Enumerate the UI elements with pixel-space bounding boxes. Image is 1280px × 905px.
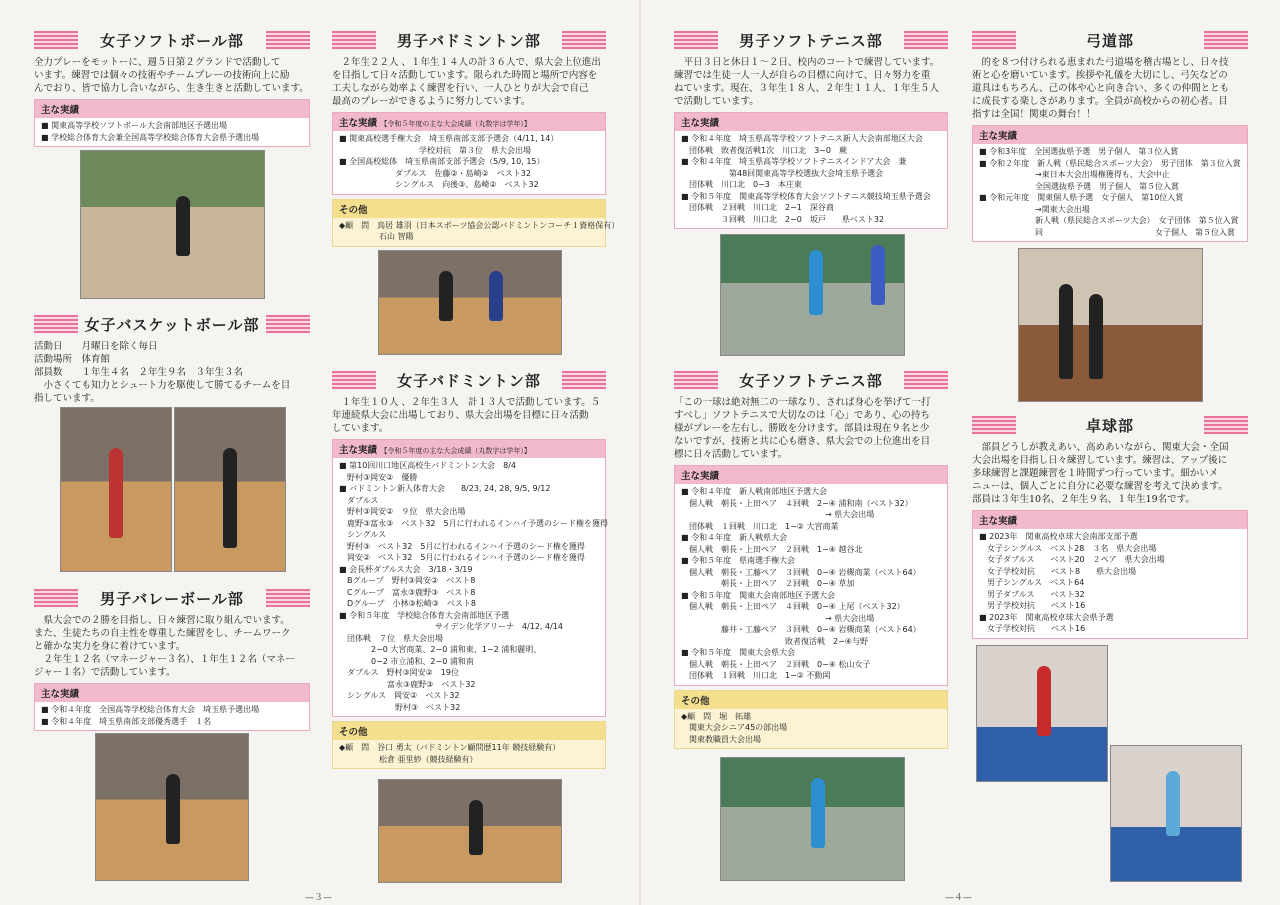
achievement-line: サイデン化学アリーナ 4/12, 4/14 xyxy=(339,622,563,631)
section-title xyxy=(34,586,310,610)
section-title xyxy=(674,368,948,392)
achievement-line: 0−2 市立浦和、2−0 浦和南 xyxy=(339,656,474,666)
achievement-line: ■ 会長杯ダブルス大会 3/18・3/19 xyxy=(339,564,473,574)
achievement-line: 富永③鹿野③ ベスト32 xyxy=(339,679,476,689)
achievement-line: 団体戦 １回戦 川口北 1−② 大宮商業 xyxy=(681,521,839,531)
achievements-box xyxy=(34,99,310,147)
section-title xyxy=(332,368,606,392)
section-womens-badminton xyxy=(332,368,609,769)
achievement-line: 男子ダブルス ベスト32 xyxy=(979,589,1085,599)
section-title xyxy=(972,413,1248,437)
section-basketball xyxy=(34,312,310,405)
achievement-line: ■ 2023年 関東高校卓球大会県予選 xyxy=(979,612,1114,622)
achievements-heading: 主な実績 xyxy=(35,100,309,118)
achievement-line: 藤井・工藤ペア ３回戦 0−④ 岩槻商業（ベスト64） xyxy=(681,625,921,634)
section-title xyxy=(674,28,948,52)
achievement-line: ３回戦 川口北 2−0 坂戸 県ベスト32 xyxy=(681,214,885,224)
achievement-line: → 県大会出場 xyxy=(681,613,875,623)
other-heading: その他 xyxy=(675,691,947,709)
section-kyudo xyxy=(972,28,1248,242)
achievement-line: ■ 令和４年度 新人戦南部地区予選大会 xyxy=(681,487,828,496)
achievement-line: ■ 令和５年度 学校総合体育大会南部地区予選 xyxy=(339,610,510,620)
title-text: 女子ソフトボール部 xyxy=(100,31,244,50)
page-gutter xyxy=(639,0,641,905)
advisor-line: ◆顧 問 鳥居 雄羽（日本スポーツ協会公認バドミントンコーチ１資格保有） xyxy=(339,220,620,230)
achievement-line: 新人戦（県民総合スポーツ大会） 女子団体 第５位入賞 xyxy=(979,216,1239,225)
achievements-box xyxy=(972,510,1248,639)
achievements-box xyxy=(674,465,948,686)
achievement-line: 個人戦 朝長・工藤ペア ３回戦 0−④ 岩槻商業（ベスト64） xyxy=(681,567,921,577)
achievement-line: シングルス 岡安② ベスト32 xyxy=(339,691,460,700)
kyudo-photo xyxy=(1018,248,1203,402)
achievement-line: 団体戦 敗者復活戦1次 川口北 3−0 蕨 xyxy=(681,145,847,155)
achievements-heading: 主な実績 【令和５年度の主な大会成績（丸数字は学年）】 xyxy=(333,113,605,131)
section-title xyxy=(332,28,606,52)
basketball-photo-2 xyxy=(174,407,286,572)
achievement-line: →東日本大会出場権獲得も、大会中止 xyxy=(979,170,1170,179)
title-text: 男子ソフトテニス部 xyxy=(739,31,883,50)
achievement-line: ■ 令和２年度 新人戦（県民総合スポーツ大会） 男子団体 第３位入賞 xyxy=(979,158,1241,168)
advisor-line: 関東教職員大会出場 xyxy=(681,734,761,744)
achievement-line: 鹿野③富永③ ベスト32 5月に行われるインハイ予選のシード権を獲得 xyxy=(339,518,609,528)
achievements-box xyxy=(674,112,948,229)
other-box xyxy=(674,690,948,750)
achievement-line: ダブルス xyxy=(339,495,379,505)
achievements-box xyxy=(34,683,310,731)
section-title xyxy=(34,312,310,336)
achievement-line: 団体戦 ７位 県大会出場 xyxy=(339,633,443,643)
section-body: 部員どうしが教えあい、高めあいながら、関東大会・全国 大会出場を目指し日々練習しています。練習は、アップ後に 多球練習と課題練習を１時間ずつ行っています。細かいメ ニューは、個人ごとに自分に必要な練習を考えて決めます。 部員は３年生10名、２年生９名、１年生19名です。 xyxy=(972,442,1229,505)
achievement-line: 野村③岡安② ９位 県大会出場 xyxy=(339,507,466,516)
section-volleyball xyxy=(34,586,310,731)
achievement-line: 女子ダブルス ベスト20 ２ペア 県大会出場 xyxy=(979,555,1165,564)
title-text: 男子バドミントン部 xyxy=(397,31,541,50)
achievement-line: ■ 2023年 関東高校卓球大会南部支部予選 xyxy=(979,532,1138,541)
achievement-line: ダブルス 野村③岡安② 19位 xyxy=(339,668,459,677)
achievement-line: 男子学校対抗 ベスト16 xyxy=(979,601,1086,610)
achievement-line: 学校対抗 第３位 県大会出場 xyxy=(339,145,531,155)
section-body: ２年生２２人 、１年生１４人の計３６人で、県大会上位進出 を目指して日々活動しています。限られた時間と場所で内容を 工夫しながら効率よく練習を行い、一人ひとりが大会で自己 最高のプレーができるように努力しています。 xyxy=(332,57,601,107)
title-text: 卓球部 xyxy=(1085,416,1134,435)
achievement-line: シングルス 向後③、島崎② ベスト32 xyxy=(339,180,539,189)
advisor-line: ◆顧 問 堀 拓雄 xyxy=(681,711,752,721)
womens-softtennis-photo xyxy=(720,757,905,881)
section-womens-softtennis xyxy=(674,368,948,749)
achievements-box xyxy=(972,125,1248,242)
achievement-line: ■ 令和５年度 県南選手権大会 xyxy=(681,556,796,565)
tabletennis-photo-2 xyxy=(1110,745,1242,882)
title-text: 弓道部 xyxy=(1085,31,1134,50)
achievement-line: ■ 学校総合体育大会兼全国高等学校総合体育大会県予選出場 xyxy=(41,132,260,142)
other-box xyxy=(332,199,620,247)
achievement-line: ■ 令和3年度 全国選抜県予選 男子個人 第３位入賞 xyxy=(979,147,1179,156)
achievements-heading: 主な実績 xyxy=(35,684,309,702)
achievement-line: 個人戦 朝長・上田ペア ２回戦 1−④ 越谷北 xyxy=(681,544,863,554)
volleyball-photo xyxy=(95,733,249,881)
achievement-line: ■ 関東高校選手権大会 埼玉県南部支部予選会（4/11, 14） xyxy=(339,134,559,143)
achievement-line: 2−0 大宮商業、2−0 浦和東、1−2 浦和麗明、 xyxy=(339,645,542,654)
advisor-line: 松倉 亜里紗（競技経験有） xyxy=(339,754,478,764)
section-body: 的を８つ付けられる恵まれた弓道場を稽古場とし、日々技 術と心を磨いています。挨拶や礼儀を大切にし、弓矢などの 道具はもちろん、己の体や心と向き合い、多くの仲間ととも に成長する楽しさがあります。全員が高校からの初心者。目 指すは全国！関東の舞台！！ xyxy=(972,57,1230,120)
page-number-right: —４— xyxy=(945,893,973,903)
section-body: 平日３日と休日１〜２日、校内のコートで練習しています。 練習では生徒一人一人が自らの目標に向けて、日々努力を重 ねています。現在、３年生１８人、２年生１１人、１年生５人 で活動しています。 xyxy=(674,57,940,107)
achievement-line: ■ 令和４年度 新人戦県大会 xyxy=(681,533,788,542)
achievement-line: 同 女子個人 第５位入賞 xyxy=(979,227,1235,237)
advisor-line: 石山 智陽 xyxy=(339,232,414,241)
advisor-line: ◆顧 問 谷口 勇太（バドミントン顧問歴11年 競技経験有） xyxy=(339,743,561,752)
section-title xyxy=(34,28,310,52)
mens-softtennis-photo xyxy=(720,234,905,356)
achievement-line: 男子シングルス ベスト64 xyxy=(979,578,1085,587)
achievement-line: ダブルス 佐藤②・島崎② ベスト32 xyxy=(339,168,531,178)
achievement-line: ■ 令和４年度 埼玉県高等学校ソフトテニスインドア大会 兼 xyxy=(681,157,907,166)
achievement-line: ■ バドミントン新人体育大会 8/23, 24, 28, 9/5, 9/12 xyxy=(339,484,551,493)
achievement-line: 団体戦 １回戦 川口北 1−② 不動岡 xyxy=(681,671,831,680)
achievements-box xyxy=(332,439,609,717)
womens-badminton-photo xyxy=(378,779,562,883)
advisor-line: 関東大会シニア45の部出場 xyxy=(681,723,788,732)
achievement-line: 野村③ ベスト32 xyxy=(339,702,461,712)
achievements-box xyxy=(332,112,606,195)
section-mens-badminton xyxy=(332,28,620,247)
achievement-line: 朝長・上田ペア ２回戦 0−④ 草加 xyxy=(681,579,855,588)
title-text: 女子ソフトテニス部 xyxy=(739,371,883,390)
achievements-heading: 主な実績 xyxy=(973,511,1247,529)
achievement-line: 野村③ ベスト32 5月に行われるインハイ予選のシード権を獲得 xyxy=(339,541,585,551)
section-body: １年生１０人 、２年生３人 計１３人で活動しています。５ 年連続県大会に出場しており、県大会出場を目標に日々活動 しています。 xyxy=(332,397,601,434)
achievement-line: ■ 関東高等学校ソフトボール大会南部地区予選出場 xyxy=(41,121,227,130)
achievement-line: 団体戦 ２回戦 川口北 2−1 深谷商 xyxy=(681,203,834,212)
section-body: 活動日 月曜日を除く毎日 活動場所 体育館 部員数 １年生４名 ２年生９名 ３年生３名 小さくても知力とシュート力を駆使して勝てるチームを目 指しています。 xyxy=(34,341,291,404)
achievement-line: ■ 令和５年度 関東高等学校体育大会ソフトテニス競技埼玉県予選会 xyxy=(681,191,931,201)
section-softball xyxy=(34,28,310,147)
title-text: 男子バレーボール部 xyxy=(100,589,244,608)
achievement-line: ■ 第10回川口地区高校生バドミントン大会 8/4 xyxy=(339,461,516,470)
other-box xyxy=(332,721,606,769)
section-title xyxy=(972,28,1248,52)
achievement-line: ■ 令和５年度 関東大会南部地区予選大会 xyxy=(681,590,836,600)
achievement-line: 女子学校対抗 ベスト16 xyxy=(979,624,1086,633)
title-text: 女子バスケットボール部 xyxy=(84,315,260,334)
other-heading: その他 xyxy=(333,722,605,740)
achievement-line: 全国選抜県予選 男子個人 第５位入賞 xyxy=(979,181,1179,191)
achievement-line: ■ 令和元年度 関東個人県予選 女子個人 第10位入賞 xyxy=(979,193,1184,202)
achievement-line: →関東大会出場 xyxy=(979,204,1090,214)
achievement-line: → 県大会出場 xyxy=(681,510,875,519)
achievement-line: Bグループ 野村③岡安② ベスト8 xyxy=(339,576,476,585)
achievements-heading: 主な実績 【令和５年度の主な大会成績（丸数字は学年）】 xyxy=(333,440,605,458)
section-body: 全力プレーをモットーに、週５日第２グランドで活動して います。練習では個々の技術やチームプレーの技術向上に励 んでおり、皆で協力し合いながら、生き生きと活動しています。 xyxy=(34,57,309,94)
achievement-line: 個人戦 朝長・上田ペア ２回戦 0−④ 松山女子 xyxy=(681,659,871,669)
section-body: 県大会での２勝を目指し、日々練習に取り組んでいます。 また、生徒たちの自主性を尊重した練習をし、チームワーク と確かな実力を身に着けています。 ２年生１２名（マネージャー３名）、１年生１２名（マネー ジャー１名）で活動しています。 xyxy=(34,615,295,678)
softball-photo xyxy=(80,150,265,299)
other-heading: その他 xyxy=(333,200,605,218)
achievement-line: 個人戦 朝長・上田ペア ４回戦 2−④ 浦和南（ベスト32） xyxy=(681,498,913,508)
achievement-line: シングルス xyxy=(339,530,387,539)
achievements-heading: 主な実績 xyxy=(973,126,1247,144)
achievement-line: 野村③岡安② 優勝 xyxy=(339,472,418,482)
basketball-photo-1 xyxy=(60,407,172,572)
achievement-line: ■ 令和４年度 全国高等学校総合体育大会 埼玉県予選出場 xyxy=(41,705,260,714)
achievement-line: ■ 令和４年度 埼玉県高等学校ソフトテニス新人大会南部地区大会 xyxy=(681,134,923,143)
achievement-line: 敗者復活戦 2−④与野 xyxy=(681,636,868,646)
title-text: 女子バドミントン部 xyxy=(397,371,541,390)
achievement-line: Dグループ 小林③松崎③ ベスト8 xyxy=(339,599,476,608)
achievement-line: 第48回関東高等学校選抜大会埼玉県予選会 xyxy=(681,168,884,178)
achievement-line: Cグループ 富永③鹿野③ ベスト8 xyxy=(339,587,476,597)
achievement-line: ■ 全国高校総体 埼玉県南部支部予選会（5/9, 10, 15） xyxy=(339,157,545,166)
section-mens-softtennis xyxy=(674,28,948,229)
page-number-left: —３— xyxy=(305,893,333,903)
section-body: 「この一球は絶対無二の一球なり、されば身心を挙げて一打 すべし」ソフトテニスで大切なのは「心」であり、心の持ち 様がプレーを左右し、勝敗を分けます。部員は現在９名と少 ないですが、技術と共に心も磨き、県大会での上位進出を目 標に日々活動しています。 xyxy=(674,397,931,460)
mens-badminton-photo xyxy=(378,250,562,355)
achievement-line: 女子シングルス ベスト28 ３名 県大会出場 xyxy=(979,543,1157,553)
tabletennis-photo-1 xyxy=(976,645,1108,782)
achievement-line: ■ 令和５年度 関東大会県大会 xyxy=(681,648,796,657)
achievement-line: 岡安② ベスト32 5月に行われるインハイ予選のシード権を獲得 xyxy=(339,553,585,562)
achievements-heading: 主な実績 xyxy=(675,466,947,484)
achievement-line: ■ 令和４年度 埼玉県南部支部優秀選手 １名 xyxy=(41,716,212,726)
achievements-heading: 主な実績 xyxy=(675,113,947,131)
achievement-line: 団体戦 川口北 0−3 本庄東 xyxy=(681,180,802,189)
achievement-line: 個人戦 朝長・上田ペア ４回戦 0−④ 上尾（ベスト32） xyxy=(681,602,905,611)
achievement-line: 女子学校対抗 ベスト8 県大会出場 xyxy=(979,566,1137,576)
section-tabletennis xyxy=(972,413,1248,639)
